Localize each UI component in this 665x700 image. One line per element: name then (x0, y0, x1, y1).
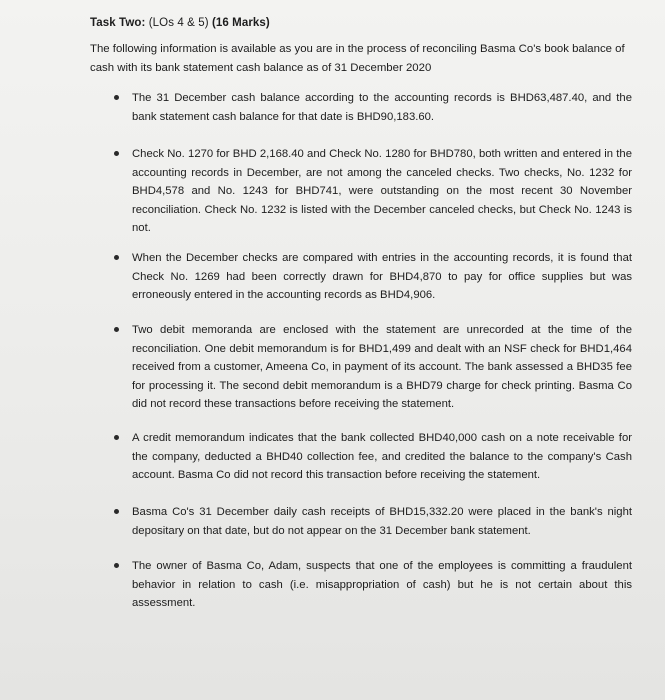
bullet-icon (114, 151, 119, 156)
task-title-label: Task Two: (90, 17, 146, 29)
bullet-icon (114, 509, 119, 514)
task-title (90, 17, 270, 29)
task-title-los: (LOs 4 & 5) (145, 17, 212, 29)
bullet-text-5: A credit memorandum indicates that the bank collected BHD40,000 cash on a note receivable for the company, deducted a BHD40 collection fee, and credited the balance to the company's Cash account. Basma Co did not record this transaction before receiving the statement. (132, 432, 632, 482)
bullet-text-6: Basma Co's 31 December daily cash receipts of BHD15,332.20 were placed in the bank's night depositary on that date, but do not appear on the 31 December bank statement. (132, 506, 632, 537)
intro-paragraph: The following information is available as you are in the process of reconciling Basma Co's book balance of cash with its bank statement cash balance as of 31 December 2020 (90, 43, 625, 74)
bullet-text-3: When the December checks are compared with entries in the accounting records, it is found that Check No. 1269 had been correctly drawn for BHD4,870 to pay for office supplies but was erroneously entered in the accounting records as BHD4,906. (132, 252, 632, 302)
bullet-icon (114, 563, 119, 568)
bullet-icon (114, 95, 119, 100)
bullet-icon (114, 255, 119, 260)
task-title-marks: (16 Marks) (211, 17, 270, 29)
bullet-icon (114, 435, 119, 440)
bullet-text-2: Check No. 1270 for BHD 2,168.40 and Check No. 1280 for BHD780, both written and entered in the accounting records in December, are not among the canceled checks. Two checks, No. 1232 for BHD4,578 and No. 1243 for BHD741, were outstanding on the most recent 30 November reconciliation. Check No. 1232 is listed with the December canceled checks, but Check No. 1243 is not. (132, 148, 632, 235)
bullet-text-1: The 31 December cash balance according to the accounting records is BHD63,487.40, and the bank statement cash balance for that date is BHD90,183.60. (132, 92, 632, 123)
bullet-text-7: The owner of Basma Co, Adam, suspects that one of the employees is committing a fraudulent behavior in relation to cash (i.e. misappropriation of cash) but he is not certain about this assessment. (132, 560, 632, 610)
bullet-icon (114, 327, 119, 332)
bullet-text-4: Two debit memoranda are enclosed with the statement are unrecorded at the time of the reconciliation. One debit memorandum is for BHD1,499 and dealt with an NSF check for BHD1,464 received from a customer, Ameena Co, in payment of its account. The bank assessed a BHD35 fee for processing it. The second debit memorandum is a BHD79 charge for check printing. Basma Co did not record these transactions before receiving the statement. (132, 324, 632, 411)
